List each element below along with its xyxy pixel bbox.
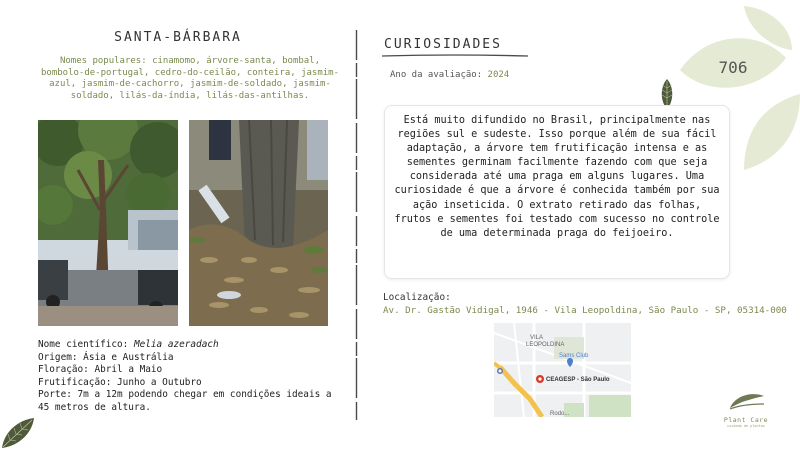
- fruiting-label: Frutificação:: [38, 376, 112, 388]
- map-road: Rodo...: [550, 411, 570, 417]
- evaluation-year: [390, 70, 509, 80]
- brand: [716, 390, 776, 428]
- fruiting-value: Junho a Outubro: [117, 376, 202, 388]
- size-row: [38, 389, 338, 414]
- map-district-label-2: LEOPOLDINA: [526, 342, 565, 348]
- fruiting-row: [38, 377, 338, 390]
- flowering-value: Abril a Maio: [94, 364, 163, 376]
- brand-tagline: cuidado de plantas: [727, 424, 765, 428]
- location-label: Localização:: [383, 292, 451, 303]
- plant-name: SANTA-BÁRBARA: [114, 30, 242, 45]
- origin-label: Origem:: [38, 351, 78, 363]
- origin-value: Ásia e Austrália: [83, 351, 174, 363]
- size-value: 7m a 12m podendo chegar em condições ideais a 45 metros de altura.: [38, 389, 332, 413]
- evaluation-year-value: 2024: [487, 70, 510, 80]
- curiosities-text: Está muito difundido no Brasil, principalmente nas regiões sul e sudeste. Isso porque além de sua fácil adaptação, a árvore tem frutificação intensa e as sementes germinam facilmente fazendo com que seja considerada até uma praga em alguns lugares. Uma curiosidade é que a árvore é conhecida também por sua ação inseticida. O extrato retirado das folhas, frutos e sementes foi testado com sucesso no controle de uma determinada praga do feijoeiro.: [394, 115, 720, 239]
- map-place2: CEAGESP - São Paulo: [546, 377, 610, 383]
- plant-info: [38, 339, 338, 415]
- evaluation-year-label: Ano da avaliação:: [390, 70, 483, 80]
- title-underline: [382, 54, 528, 58]
- tree-photo-2: [189, 120, 328, 326]
- vertical-divider: [355, 30, 358, 420]
- curiosities-card: [384, 105, 730, 279]
- scientific-name-label: Nome científico:: [38, 339, 129, 350]
- flowering-label: Floração:: [38, 364, 89, 376]
- flowering-row: [38, 364, 338, 377]
- tree-photo-1: [38, 120, 178, 326]
- corner-leaf-icon: [0, 414, 40, 450]
- brand-name: Plant Care: [723, 416, 769, 424]
- size-label: Porte:: [38, 389, 72, 401]
- origin-row: [38, 352, 338, 365]
- map-place1: Sams Club: [559, 353, 589, 359]
- badge-number: 706: [718, 58, 748, 77]
- map-district-label: VILA: [530, 335, 544, 341]
- scientific-name-row: [38, 339, 338, 352]
- popular-names: Nomes populares: cinamomo, árvore-santa, bombal, bombolo-de-portugal, cedro-do-ceilão, conteira, jasmim-azul, jasmim-de-cachorro, jasmim-de-soldado, jasmim-soldado, lilás-da-índia, lilás-das-antilhas.: [40, 56, 339, 101]
- location-map[interactable]: [494, 323, 631, 417]
- location-address[interactable]: Av. Dr. Gastão Vidigal, 1946 - Vila Leopoldina, São Paulo - SP, 05314-000: [383, 305, 787, 316]
- scientific-name-value: Melia azeradach: [133, 339, 219, 350]
- brand-logo-icon: [726, 390, 766, 412]
- curiosities-title: CURIOSIDADES: [384, 37, 502, 52]
